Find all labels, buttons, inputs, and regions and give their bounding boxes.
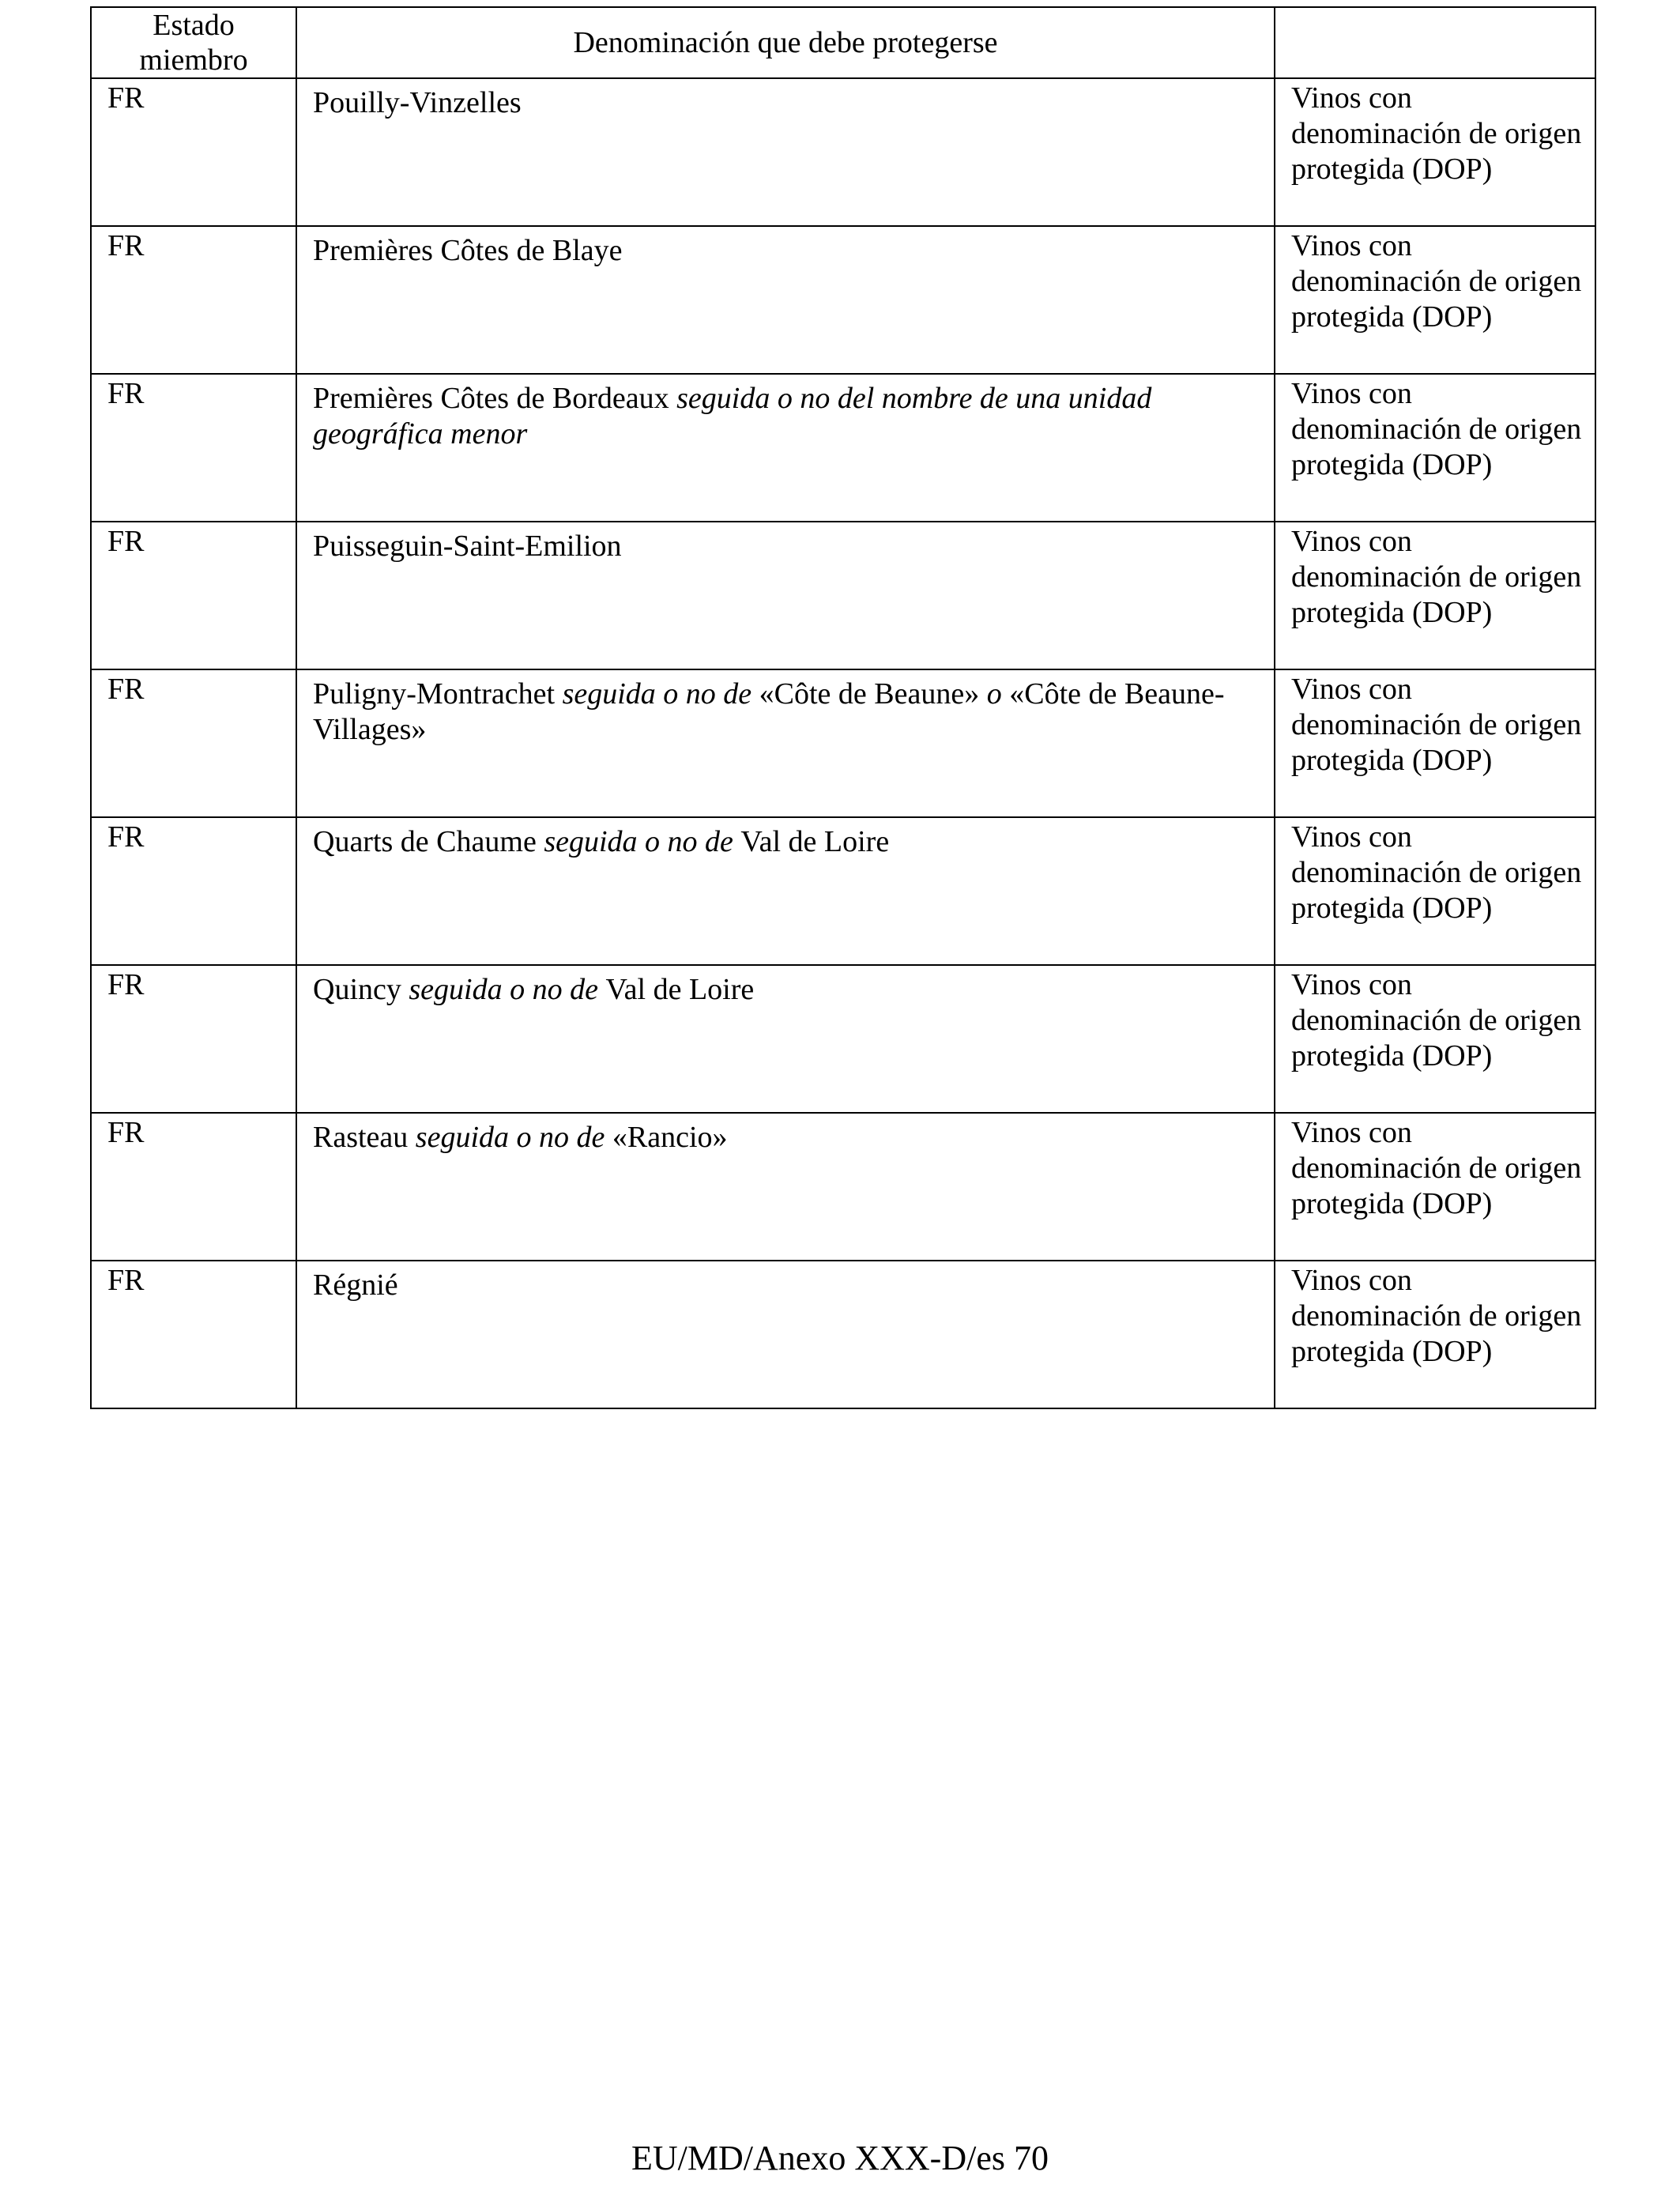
protected-name-main: Rasteau [313, 1121, 416, 1154]
protected-name-additional: Val de Loire [605, 973, 755, 1006]
member-state-code: FR [107, 525, 145, 558]
header-protected-name: Denominación que debe protegerse [296, 7, 1275, 78]
protected-name-qualifier: seguida o no de [562, 677, 759, 711]
product-category-cell [1275, 965, 1595, 1113]
member-state-cell [91, 1261, 296, 1408]
product-category-text: Vinos con denominación de origen protegida (DOP) [1291, 81, 1582, 186]
protected-name-cell [296, 669, 1275, 817]
member-state-code: FR [107, 1264, 145, 1297]
protected-name-main: Quarts de Chaume [313, 825, 544, 858]
product-category-cell [1275, 1113, 1595, 1261]
table-row [91, 1113, 1595, 1261]
product-category-text: Vinos con denominación de origen protegida (DOP) [1291, 1116, 1582, 1220]
product-category-text: Vinos con denominación de origen protegida (DOP) [1291, 673, 1582, 777]
protected-name-additional: «Rancio» [612, 1121, 728, 1154]
protected-name-cell [296, 226, 1275, 374]
header-member-state [91, 7, 296, 78]
product-category-text: Vinos con denominación de origen protegida (DOP) [1291, 1264, 1582, 1368]
table-row [91, 965, 1595, 1113]
table-row [91, 669, 1595, 817]
header-member-state-line1: Estado [153, 9, 235, 42]
table-row [91, 226, 1595, 374]
protected-name-main: Régnié [313, 1269, 398, 1302]
product-category-cell [1275, 78, 1595, 226]
protected-name-qualifier: seguida o no del nombre de una unidad geográfica menor [313, 382, 1152, 450]
table-row [91, 522, 1595, 669]
product-category-text: Vinos con denominación de origen protegida (DOP) [1291, 968, 1582, 1072]
protected-name-cell [296, 817, 1275, 965]
protected-name-main: Premières Côtes de Blaye [313, 234, 623, 267]
member-state-cell [91, 1113, 296, 1261]
member-state-cell [91, 78, 296, 226]
table-row [91, 1261, 1595, 1408]
member-state-code: FR [107, 377, 145, 410]
protected-name-cell [296, 965, 1275, 1113]
product-category-cell [1275, 522, 1595, 669]
protected-name-main: Puligny-Montrachet [313, 677, 563, 711]
protected-name-qualifier: seguida o no de [415, 1121, 612, 1154]
product-category-text: Vinos con denominación de origen protegida (DOP) [1291, 229, 1582, 334]
product-category-cell [1275, 1261, 1595, 1408]
member-state-cell [91, 374, 296, 522]
member-state-code: FR [107, 229, 145, 262]
product-category-cell [1275, 374, 1595, 522]
product-category-cell [1275, 817, 1595, 965]
product-category-cell [1275, 226, 1595, 374]
protected-name-conjunction: o [986, 677, 1010, 711]
member-state-cell [91, 226, 296, 374]
member-state-code: FR [107, 81, 145, 115]
protected-name-cell [296, 78, 1275, 226]
protected-name-additional: «Côte de Beaune» [759, 677, 987, 711]
protected-name-main: Quincy [313, 973, 409, 1006]
table-row [91, 374, 1595, 522]
protected-name-main: Premières Côtes de Bordeaux [313, 382, 677, 415]
member-state-code: FR [107, 673, 145, 706]
protected-name-qualifier: seguida o no de [544, 825, 741, 858]
protected-name-main: Pouilly-Vinzelles [313, 86, 522, 119]
product-category-cell [1275, 669, 1595, 817]
product-category-text: Vinos con denominación de origen protegida (DOP) [1291, 377, 1582, 481]
member-state-cell [91, 522, 296, 669]
member-state-code: FR [107, 820, 145, 854]
protected-name-cell [296, 1261, 1275, 1408]
protected-name-cell [296, 374, 1275, 522]
page-footer-reference: EU/MD/Anexo XXX-D/es 70 [631, 2139, 1049, 2177]
protected-name-qualifier: seguida o no de [409, 973, 606, 1006]
protected-name-main: Puisseguin-Saint-Emilion [313, 530, 622, 563]
table-row [91, 78, 1595, 226]
protected-name-cell [296, 1113, 1275, 1261]
member-state-cell [91, 965, 296, 1113]
header-category [1275, 7, 1595, 78]
member-state-cell [91, 669, 296, 817]
member-state-code: FR [107, 968, 145, 1001]
product-category-text: Vinos con denominación de origen protegida (DOP) [1291, 820, 1582, 925]
member-state-cell [91, 817, 296, 965]
header-member-state-line2: miembro [139, 43, 248, 77]
table-body [91, 78, 1595, 1408]
table-header-row [91, 7, 1595, 78]
member-state-code: FR [107, 1116, 145, 1149]
protected-name-additional: Val de Loire [740, 825, 890, 858]
protected-names-table [90, 6, 1596, 1409]
table-row [91, 817, 1595, 965]
protected-name-cell [296, 522, 1275, 669]
product-category-text: Vinos con denominación de origen protegida (DOP) [1291, 525, 1582, 629]
protected-name-additional-2: «Côte de Beaune-Villages» [313, 677, 1225, 746]
